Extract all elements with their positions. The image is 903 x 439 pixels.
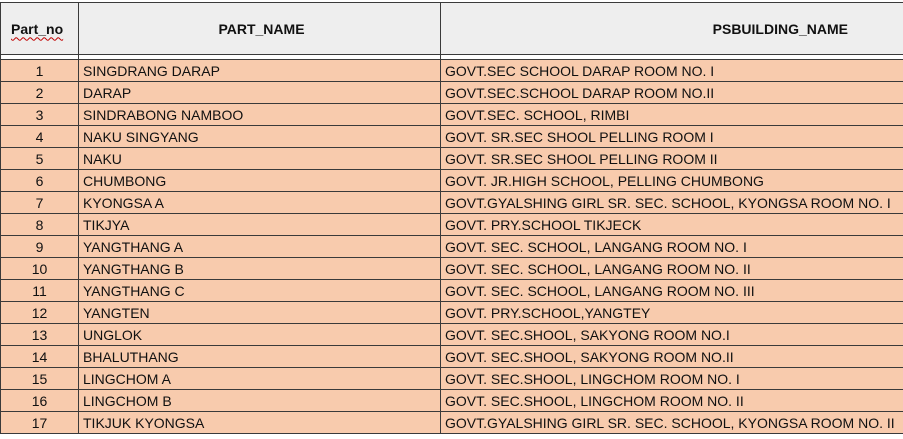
table-row[interactable] bbox=[1, 346, 903, 368]
part-name-cell[interactable]: BHALUTHANG bbox=[79, 346, 441, 368]
part-name-cell[interactable]: YANGTHANG C bbox=[79, 280, 441, 302]
part-name-cell[interactable]: YANGTHANG B bbox=[79, 258, 441, 280]
part-no-cell[interactable]: 3 bbox=[1, 104, 79, 126]
part-no-cell[interactable]: 9 bbox=[1, 236, 79, 258]
part-no-cell[interactable]: 4 bbox=[1, 126, 79, 148]
column-header-part-no[interactable]: Part_no bbox=[1, 3, 79, 55]
part-name-cell[interactable]: YANGTEN bbox=[79, 302, 441, 324]
psbuilding-name-cell[interactable]: GOVT. SEC.SHOOL, LINGCHOM ROOM NO. II bbox=[441, 390, 903, 412]
psbuilding-name-cell[interactable]: GOVT. SEC.SHOOL, LINGCHOM ROOM NO. I bbox=[441, 368, 903, 390]
psbuilding-name-cell[interactable]: GOVT. JR.HIGH SCHOOL, PELLING CHUMBONG bbox=[441, 170, 903, 192]
table-row[interactable] bbox=[1, 368, 903, 390]
part-no-cell[interactable]: 14 bbox=[1, 346, 79, 368]
part-no-cell[interactable]: 6 bbox=[1, 170, 79, 192]
part-name-cell[interactable]: CHUMBONG bbox=[79, 170, 441, 192]
table-row[interactable] bbox=[1, 82, 903, 104]
psbuilding-name-cell[interactable]: GOVT. SEC. SCHOOL, LANGANG ROOM NO. II bbox=[441, 258, 903, 280]
table-row[interactable] bbox=[1, 412, 903, 434]
table-row[interactable] bbox=[1, 60, 903, 82]
part-name-cell[interactable]: NAKU SINGYANG bbox=[79, 126, 441, 148]
psbuilding-name-cell[interactable]: GOVT. PRY.SCHOOL TIKJECK bbox=[441, 214, 903, 236]
part-name-cell[interactable]: DARAP bbox=[79, 82, 441, 104]
part-name-cell[interactable]: LINGCHOM A bbox=[79, 368, 441, 390]
table-row[interactable] bbox=[1, 214, 903, 236]
part-no-cell[interactable]: 1 bbox=[1, 60, 79, 82]
part-no-cell[interactable]: 16 bbox=[1, 390, 79, 412]
table-body bbox=[1, 60, 903, 434]
part-name-cell[interactable]: TIKJUK KYONGSA bbox=[79, 412, 441, 434]
part-name-cell[interactable]: NAKU bbox=[79, 148, 441, 170]
psbuilding-name-cell[interactable]: GOVT.SEC SCHOOL DARAP ROOM NO. I bbox=[441, 60, 903, 82]
table-row[interactable] bbox=[1, 170, 903, 192]
part-name-cell[interactable]: UNGLOK bbox=[79, 324, 441, 346]
psbuilding-name-cell[interactable]: GOVT. PRY.SCHOOL,YANGTEY bbox=[441, 302, 903, 324]
part-name-cell[interactable]: YANGTHANG A bbox=[79, 236, 441, 258]
part-no-cell[interactable]: 5 bbox=[1, 148, 79, 170]
psbuilding-name-cell[interactable]: GOVT. SR.SEC SHOOL PELLING ROOM II bbox=[441, 148, 903, 170]
psbuilding-name-cell[interactable]: GOVT. SEC. SCHOOL, LANGANG ROOM NO. III bbox=[441, 280, 903, 302]
header-row bbox=[1, 3, 903, 55]
part-no-cell[interactable]: 15 bbox=[1, 368, 79, 390]
part-no-cell[interactable]: 11 bbox=[1, 280, 79, 302]
psbuilding-name-cell[interactable]: GOVT.GYALSHING GIRL SR. SEC. SCHOOL, KYONGSA ROOM NO. II bbox=[441, 412, 903, 434]
part-no-cell[interactable]: 7 bbox=[1, 192, 79, 214]
table-row[interactable] bbox=[1, 192, 903, 214]
table-row[interactable] bbox=[1, 302, 903, 324]
table-row[interactable] bbox=[1, 258, 903, 280]
table-row[interactable] bbox=[1, 280, 903, 302]
part-no-cell[interactable]: 2 bbox=[1, 82, 79, 104]
column-header-psbuilding-name[interactable]: PSBUILDING_NAME bbox=[441, 3, 903, 55]
parts-table bbox=[0, 2, 903, 434]
psbuilding-name-cell[interactable]: GOVT. SR.SEC SHOOL PELLING ROOM I bbox=[441, 126, 903, 148]
psbuilding-name-cell[interactable]: GOVT. SEC. SCHOOL, LANGANG ROOM NO. I bbox=[441, 236, 903, 258]
part-name-cell[interactable]: LINGCHOM B bbox=[79, 390, 441, 412]
psbuilding-name-cell[interactable]: GOVT. SEC.SHOOL, SAKYONG ROOM NO.II bbox=[441, 346, 903, 368]
psbuilding-name-cell[interactable]: GOVT.SEC. SCHOOL, RIMBI bbox=[441, 104, 903, 126]
part-no-cell[interactable]: 17 bbox=[1, 412, 79, 434]
part-no-cell[interactable]: 8 bbox=[1, 214, 79, 236]
part-name-cell[interactable]: SINGDRANG DARAP bbox=[79, 60, 441, 82]
psbuilding-name-cell[interactable]: GOVT.GYALSHING GIRL SR. SEC. SCHOOL, KYONGSA ROOM NO. I bbox=[441, 192, 903, 214]
table-row[interactable] bbox=[1, 390, 903, 412]
part-no-cell[interactable]: 12 bbox=[1, 302, 79, 324]
part-name-cell[interactable]: KYONGSA A bbox=[79, 192, 441, 214]
table-row[interactable] bbox=[1, 148, 903, 170]
table-row[interactable] bbox=[1, 126, 903, 148]
table-row[interactable] bbox=[1, 324, 903, 346]
part-no-cell[interactable]: 10 bbox=[1, 258, 79, 280]
psbuilding-name-cell[interactable]: GOVT.SEC.SCHOOL DARAP ROOM NO.II bbox=[441, 82, 903, 104]
part-name-cell[interactable]: TIKJYA bbox=[79, 214, 441, 236]
table-row[interactable] bbox=[1, 236, 903, 258]
part-name-cell[interactable]: SINDRABONG NAMBOO bbox=[79, 104, 441, 126]
part-no-cell[interactable]: 13 bbox=[1, 324, 79, 346]
column-header-part-name[interactable]: PART_NAME bbox=[79, 3, 441, 55]
table-row[interactable] bbox=[1, 104, 903, 126]
psbuilding-name-cell[interactable]: GOVT. SEC.SHOOL, SAKYONG ROOM NO.I bbox=[441, 324, 903, 346]
